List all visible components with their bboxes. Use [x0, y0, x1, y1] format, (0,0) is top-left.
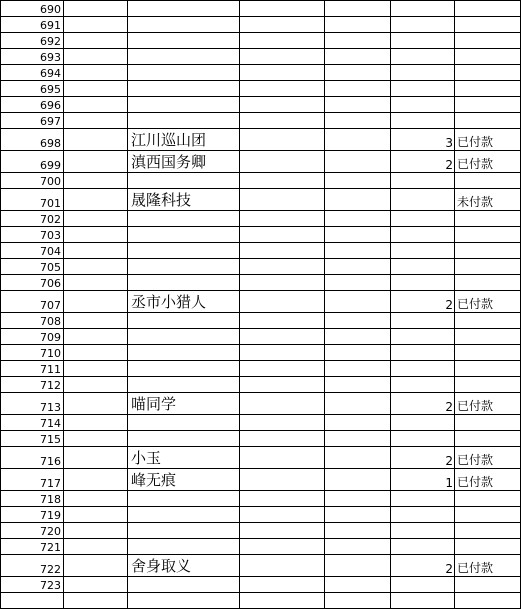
cell-col-b[interactable]	[64, 577, 128, 593]
cell-col-d[interactable]	[240, 211, 325, 227]
cell-name[interactable]: 峰无痕	[128, 469, 240, 491]
cell-col-e[interactable]	[325, 259, 391, 275]
table-row	[1, 539, 521, 555]
row-number[interactable]: 719	[1, 507, 64, 523]
cell-payment-status[interactable]: 已付款	[455, 151, 521, 173]
cell-quantity[interactable]: 3	[391, 129, 455, 151]
cell-name[interactable]	[128, 49, 240, 65]
cell-quantity[interactable]	[391, 33, 455, 49]
cell-quantity[interactable]: 2	[391, 555, 455, 577]
cell-col-b[interactable]	[64, 151, 128, 173]
row-number[interactable]: 705	[1, 259, 64, 275]
cell-quantity[interactable]	[391, 113, 455, 129]
cell-col-b[interactable]	[64, 33, 128, 49]
cell-col-e[interactable]	[325, 313, 391, 329]
table-row	[1, 151, 521, 173]
cell-quantity[interactable]	[391, 81, 455, 97]
cell-payment-status[interactable]: 已付款	[455, 555, 521, 577]
cell-col-d[interactable]	[240, 431, 325, 447]
cell-payment-status[interactable]: 已付款	[455, 447, 521, 469]
cell-col-d[interactable]	[240, 539, 325, 555]
cell-col-b[interactable]	[64, 415, 128, 431]
cell-col-d[interactable]	[240, 469, 325, 491]
cell-col-b[interactable]	[64, 593, 128, 609]
cell-col-e[interactable]	[325, 447, 391, 469]
cell-payment-status[interactable]	[455, 577, 521, 593]
cell-col-e[interactable]	[325, 491, 391, 507]
cell-col-d[interactable]	[240, 275, 325, 291]
cell-col-b[interactable]	[64, 447, 128, 469]
table-row	[1, 129, 521, 151]
table-row	[1, 211, 521, 227]
cell-col-d[interactable]	[240, 447, 325, 469]
cell-name[interactable]	[128, 275, 240, 291]
cell-col-b[interactable]	[64, 345, 128, 361]
cell-col-e[interactable]	[325, 345, 391, 361]
cell-col-e[interactable]	[325, 329, 391, 345]
cell-col-d[interactable]	[240, 97, 325, 113]
row-number[interactable]: 720	[1, 523, 64, 539]
table-row	[1, 97, 521, 113]
row-number[interactable]: 693	[1, 49, 64, 65]
row-number[interactable]: 703	[1, 227, 64, 243]
table-row	[1, 469, 521, 491]
row-number[interactable]: 712	[1, 377, 64, 393]
cell-name[interactable]: 滇西国务卿	[128, 151, 240, 173]
cell-col-e[interactable]	[325, 227, 391, 243]
cell-col-d[interactable]	[240, 313, 325, 329]
cell-quantity[interactable]: 1	[391, 469, 455, 491]
row-number[interactable]: 707	[1, 291, 64, 313]
cell-col-d[interactable]	[240, 393, 325, 415]
cell-payment-status[interactable]	[455, 17, 521, 33]
row-number[interactable]: 701	[1, 189, 64, 211]
cell-col-e[interactable]	[325, 33, 391, 49]
cell-payment-status[interactable]	[455, 345, 521, 361]
cell-quantity[interactable]	[391, 361, 455, 377]
cell-col-d[interactable]	[240, 361, 325, 377]
cell-payment-status[interactable]	[455, 313, 521, 329]
cell-quantity[interactable]	[391, 491, 455, 507]
cell-quantity[interactable]	[391, 431, 455, 447]
cell-col-e[interactable]	[325, 17, 391, 33]
cell-col-b[interactable]	[64, 469, 128, 491]
cell-col-d[interactable]	[240, 593, 325, 609]
cell-quantity[interactable]	[391, 377, 455, 393]
cell-col-d[interactable]	[240, 81, 325, 97]
cell-payment-status[interactable]	[455, 259, 521, 275]
row-number[interactable]: 709	[1, 329, 64, 345]
cell-name[interactable]	[128, 65, 240, 81]
table-row	[1, 189, 521, 211]
cell-quantity[interactable]	[391, 1, 455, 17]
cell-col-b[interactable]	[64, 491, 128, 507]
cell-payment-status[interactable]	[455, 33, 521, 49]
row-number[interactable]: 721	[1, 539, 64, 555]
row-number[interactable]: 699	[1, 151, 64, 173]
table-row	[1, 577, 521, 593]
cell-quantity[interactable]	[391, 211, 455, 227]
cell-quantity[interactable]	[391, 345, 455, 361]
cell-payment-status[interactable]	[455, 593, 521, 609]
cell-col-b[interactable]	[64, 173, 128, 189]
cell-name[interactable]: 舍身取义	[128, 555, 240, 577]
cell-col-b[interactable]	[64, 507, 128, 523]
cell-col-e[interactable]	[325, 377, 391, 393]
cell-col-d[interactable]	[240, 189, 325, 211]
cell-payment-status[interactable]	[455, 65, 521, 81]
cell-name[interactable]: 小玉	[128, 447, 240, 469]
cell-col-d[interactable]	[240, 129, 325, 151]
cell-payment-status[interactable]	[455, 97, 521, 113]
row-number[interactable]: 690	[1, 1, 64, 17]
cell-col-b[interactable]	[64, 361, 128, 377]
cell-quantity[interactable]	[391, 523, 455, 539]
cell-col-d[interactable]	[240, 173, 325, 189]
cell-name[interactable]	[128, 377, 240, 393]
cell-quantity[interactable]	[391, 275, 455, 291]
cell-name[interactable]	[128, 313, 240, 329]
row-number[interactable]: 723	[1, 577, 64, 593]
cell-payment-status[interactable]	[455, 113, 521, 129]
cell-quantity[interactable]: 2	[391, 291, 455, 313]
table-row	[1, 345, 521, 361]
table-row	[1, 81, 521, 97]
cell-col-e[interactable]	[325, 49, 391, 65]
cell-col-d[interactable]	[240, 377, 325, 393]
cell-col-b[interactable]	[64, 539, 128, 555]
row-number[interactable]: 694	[1, 65, 64, 81]
cell-col-d[interactable]	[240, 415, 325, 431]
cell-col-d[interactable]	[240, 243, 325, 259]
cell-col-e[interactable]	[325, 361, 391, 377]
cell-col-b[interactable]	[64, 291, 128, 313]
table-row	[1, 593, 521, 609]
table-row	[1, 17, 521, 33]
cell-payment-status[interactable]	[455, 1, 521, 17]
table-row	[1, 275, 521, 291]
cell-col-b[interactable]	[64, 431, 128, 447]
cell-col-d[interactable]	[240, 151, 325, 173]
row-number[interactable]: 691	[1, 17, 64, 33]
cell-payment-status[interactable]: 已付款	[455, 393, 521, 415]
cell-payment-status[interactable]	[455, 415, 521, 431]
cell-name[interactable]	[128, 173, 240, 189]
cell-col-b[interactable]	[64, 275, 128, 291]
cell-quantity[interactable]	[391, 189, 455, 211]
cell-col-d[interactable]	[240, 17, 325, 33]
table-row	[1, 329, 521, 345]
table-row	[1, 33, 521, 49]
row-number[interactable]: 700	[1, 173, 64, 189]
table-row	[1, 291, 521, 313]
cell-name[interactable]	[128, 113, 240, 129]
cell-col-b[interactable]	[64, 523, 128, 539]
cell-quantity[interactable]	[391, 17, 455, 33]
cell-name[interactable]: 晟隆科技	[128, 189, 240, 211]
cell-payment-status[interactable]	[455, 49, 521, 65]
cell-col-e[interactable]	[325, 555, 391, 577]
cell-name[interactable]	[128, 415, 240, 431]
table-row	[1, 1, 521, 17]
cell-quantity[interactable]	[391, 313, 455, 329]
cell-col-d[interactable]	[240, 49, 325, 65]
cell-payment-status[interactable]	[455, 211, 521, 227]
table-row	[1, 243, 521, 259]
row-number[interactable]: 717	[1, 469, 64, 491]
cell-col-e[interactable]	[325, 65, 391, 81]
cell-name[interactable]	[128, 259, 240, 275]
cell-col-e[interactable]	[325, 1, 391, 17]
row-number[interactable]: 722	[1, 555, 64, 577]
cell-payment-status[interactable]	[455, 81, 521, 97]
cell-quantity[interactable]: 2	[391, 393, 455, 415]
cell-payment-status[interactable]	[455, 173, 521, 189]
cell-payment-status[interactable]: 已付款	[455, 291, 521, 313]
cell-col-e[interactable]	[325, 129, 391, 151]
row-number[interactable]: 711	[1, 361, 64, 377]
cell-col-e[interactable]	[325, 507, 391, 523]
cell-col-b[interactable]	[64, 1, 128, 17]
cell-name[interactable]	[128, 345, 240, 361]
row-number[interactable]	[1, 593, 64, 609]
cell-col-d[interactable]	[240, 507, 325, 523]
row-number[interactable]: 698	[1, 129, 64, 151]
cell-payment-status[interactable]	[455, 523, 521, 539]
cell-payment-status[interactable]: 已付款	[455, 469, 521, 491]
cell-col-b[interactable]	[64, 129, 128, 151]
cell-payment-status[interactable]	[455, 377, 521, 393]
cell-name[interactable]	[128, 97, 240, 113]
cell-col-e[interactable]	[325, 275, 391, 291]
cell-payment-status[interactable]	[455, 507, 521, 523]
cell-col-b[interactable]	[64, 393, 128, 415]
cell-payment-status[interactable]	[455, 431, 521, 447]
cell-col-e[interactable]	[325, 593, 391, 609]
cell-payment-status[interactable]	[455, 243, 521, 259]
cell-quantity[interactable]: 2	[391, 151, 455, 173]
cell-col-b[interactable]	[64, 211, 128, 227]
cell-name[interactable]	[128, 507, 240, 523]
cell-col-e[interactable]	[325, 113, 391, 129]
cell-payment-status[interactable]	[455, 329, 521, 345]
row-number[interactable]: 704	[1, 243, 64, 259]
cell-col-b[interactable]	[64, 555, 128, 577]
row-number[interactable]: 718	[1, 491, 64, 507]
cell-col-b[interactable]	[64, 243, 128, 259]
cell-col-d[interactable]	[240, 329, 325, 345]
cell-name[interactable]	[128, 243, 240, 259]
cell-payment-status[interactable]	[455, 491, 521, 507]
cell-quantity[interactable]	[391, 593, 455, 609]
table-row	[1, 49, 521, 65]
table-row	[1, 415, 521, 431]
cell-quantity[interactable]	[391, 227, 455, 243]
cell-quantity[interactable]	[391, 577, 455, 593]
cell-col-d[interactable]	[240, 345, 325, 361]
table-row	[1, 523, 521, 539]
cell-quantity[interactable]	[391, 259, 455, 275]
cell-quantity[interactable]	[391, 415, 455, 431]
row-number[interactable]: 710	[1, 345, 64, 361]
cell-name[interactable]	[128, 539, 240, 555]
cell-col-b[interactable]	[64, 227, 128, 243]
cell-col-e[interactable]	[325, 151, 391, 173]
table-row	[1, 361, 521, 377]
cell-payment-status[interactable]	[455, 539, 521, 555]
rows-body	[1, 1, 521, 609]
cell-col-b[interactable]	[64, 313, 128, 329]
cell-col-b[interactable]	[64, 189, 128, 211]
table-row	[1, 313, 521, 329]
cell-col-e[interactable]	[325, 291, 391, 313]
cell-quantity[interactable]	[391, 243, 455, 259]
cell-col-d[interactable]	[240, 33, 325, 49]
table-row	[1, 377, 521, 393]
cell-name[interactable]	[128, 577, 240, 593]
cell-col-b[interactable]	[64, 259, 128, 275]
cell-col-b[interactable]	[64, 65, 128, 81]
cell-col-b[interactable]	[64, 97, 128, 113]
cell-col-e[interactable]	[325, 539, 391, 555]
cell-payment-status[interactable]	[455, 227, 521, 243]
cell-name[interactable]	[128, 593, 240, 609]
cell-col-d[interactable]	[240, 291, 325, 313]
table-row	[1, 555, 521, 577]
cell-col-d[interactable]	[240, 227, 325, 243]
cell-name[interactable]: 丞市小猎人	[128, 291, 240, 313]
cell-quantity[interactable]	[391, 65, 455, 81]
cell-col-d[interactable]	[240, 1, 325, 17]
cell-quantity[interactable]	[391, 97, 455, 113]
cell-name[interactable]	[128, 33, 240, 49]
cell-col-d[interactable]	[240, 523, 325, 539]
row-number[interactable]: 696	[1, 97, 64, 113]
cell-col-b[interactable]	[64, 81, 128, 97]
table-row	[1, 491, 521, 507]
cell-col-e[interactable]	[325, 97, 391, 113]
cell-col-d[interactable]	[240, 259, 325, 275]
table-row	[1, 393, 521, 415]
table-row	[1, 173, 521, 189]
cell-payment-status[interactable]	[455, 275, 521, 291]
cell-col-e[interactable]	[325, 523, 391, 539]
cell-col-d[interactable]	[240, 491, 325, 507]
row-number[interactable]: 714	[1, 415, 64, 431]
row-number[interactable]: 706	[1, 275, 64, 291]
cell-payment-status[interactable]: 未付款	[455, 189, 521, 211]
cell-col-e[interactable]	[325, 431, 391, 447]
cell-name[interactable]	[128, 523, 240, 539]
cell-col-e[interactable]	[325, 189, 391, 211]
cell-col-e[interactable]	[325, 173, 391, 189]
row-number[interactable]: 692	[1, 33, 64, 49]
cell-col-e[interactable]	[325, 243, 391, 259]
table-row	[1, 113, 521, 129]
cell-col-e[interactable]	[325, 211, 391, 227]
row-number[interactable]: 715	[1, 431, 64, 447]
table-row	[1, 259, 521, 275]
cell-quantity[interactable]	[391, 507, 455, 523]
cell-col-b[interactable]	[64, 49, 128, 65]
cell-col-e[interactable]	[325, 393, 391, 415]
cell-name[interactable]	[128, 329, 240, 345]
row-number[interactable]: 695	[1, 81, 64, 97]
cell-col-e[interactable]	[325, 469, 391, 491]
cell-col-e[interactable]	[325, 415, 391, 431]
cell-name[interactable]	[128, 81, 240, 97]
cell-col-b[interactable]	[64, 377, 128, 393]
cell-name[interactable]	[128, 431, 240, 447]
cell-quantity[interactable]: 2	[391, 447, 455, 469]
cell-quantity[interactable]	[391, 49, 455, 65]
row-number[interactable]: 713	[1, 393, 64, 415]
cell-quantity[interactable]	[391, 173, 455, 189]
cell-col-e[interactable]	[325, 577, 391, 593]
cell-name[interactable]: 江川巡山团	[128, 129, 240, 151]
row-number[interactable]: 697	[1, 113, 64, 129]
cell-col-b[interactable]	[64, 17, 128, 33]
cell-quantity[interactable]	[391, 329, 455, 345]
table-row	[1, 507, 521, 523]
cell-payment-status[interactable]: 已付款	[455, 129, 521, 151]
cell-name[interactable]	[128, 361, 240, 377]
table-row	[1, 65, 521, 81]
row-number[interactable]: 716	[1, 447, 64, 469]
table-row	[1, 227, 521, 243]
cell-col-d[interactable]	[240, 113, 325, 129]
cell-col-e[interactable]	[325, 81, 391, 97]
cell-col-d[interactable]	[240, 577, 325, 593]
table-row	[1, 447, 521, 469]
cell-name[interactable]: 喵同学	[128, 393, 240, 415]
cell-payment-status[interactable]	[455, 361, 521, 377]
cell-name[interactable]	[128, 17, 240, 33]
cell-col-b[interactable]	[64, 329, 128, 345]
cell-name[interactable]	[128, 227, 240, 243]
cell-name[interactable]	[128, 1, 240, 17]
row-number[interactable]: 708	[1, 313, 64, 329]
cell-quantity[interactable]	[391, 539, 455, 555]
cell-col-b[interactable]	[64, 113, 128, 129]
cell-col-d[interactable]	[240, 65, 325, 81]
row-number[interactable]: 702	[1, 211, 64, 227]
cell-name[interactable]	[128, 211, 240, 227]
cell-name[interactable]	[128, 491, 240, 507]
table-row	[1, 431, 521, 447]
cell-col-d[interactable]	[240, 555, 325, 577]
